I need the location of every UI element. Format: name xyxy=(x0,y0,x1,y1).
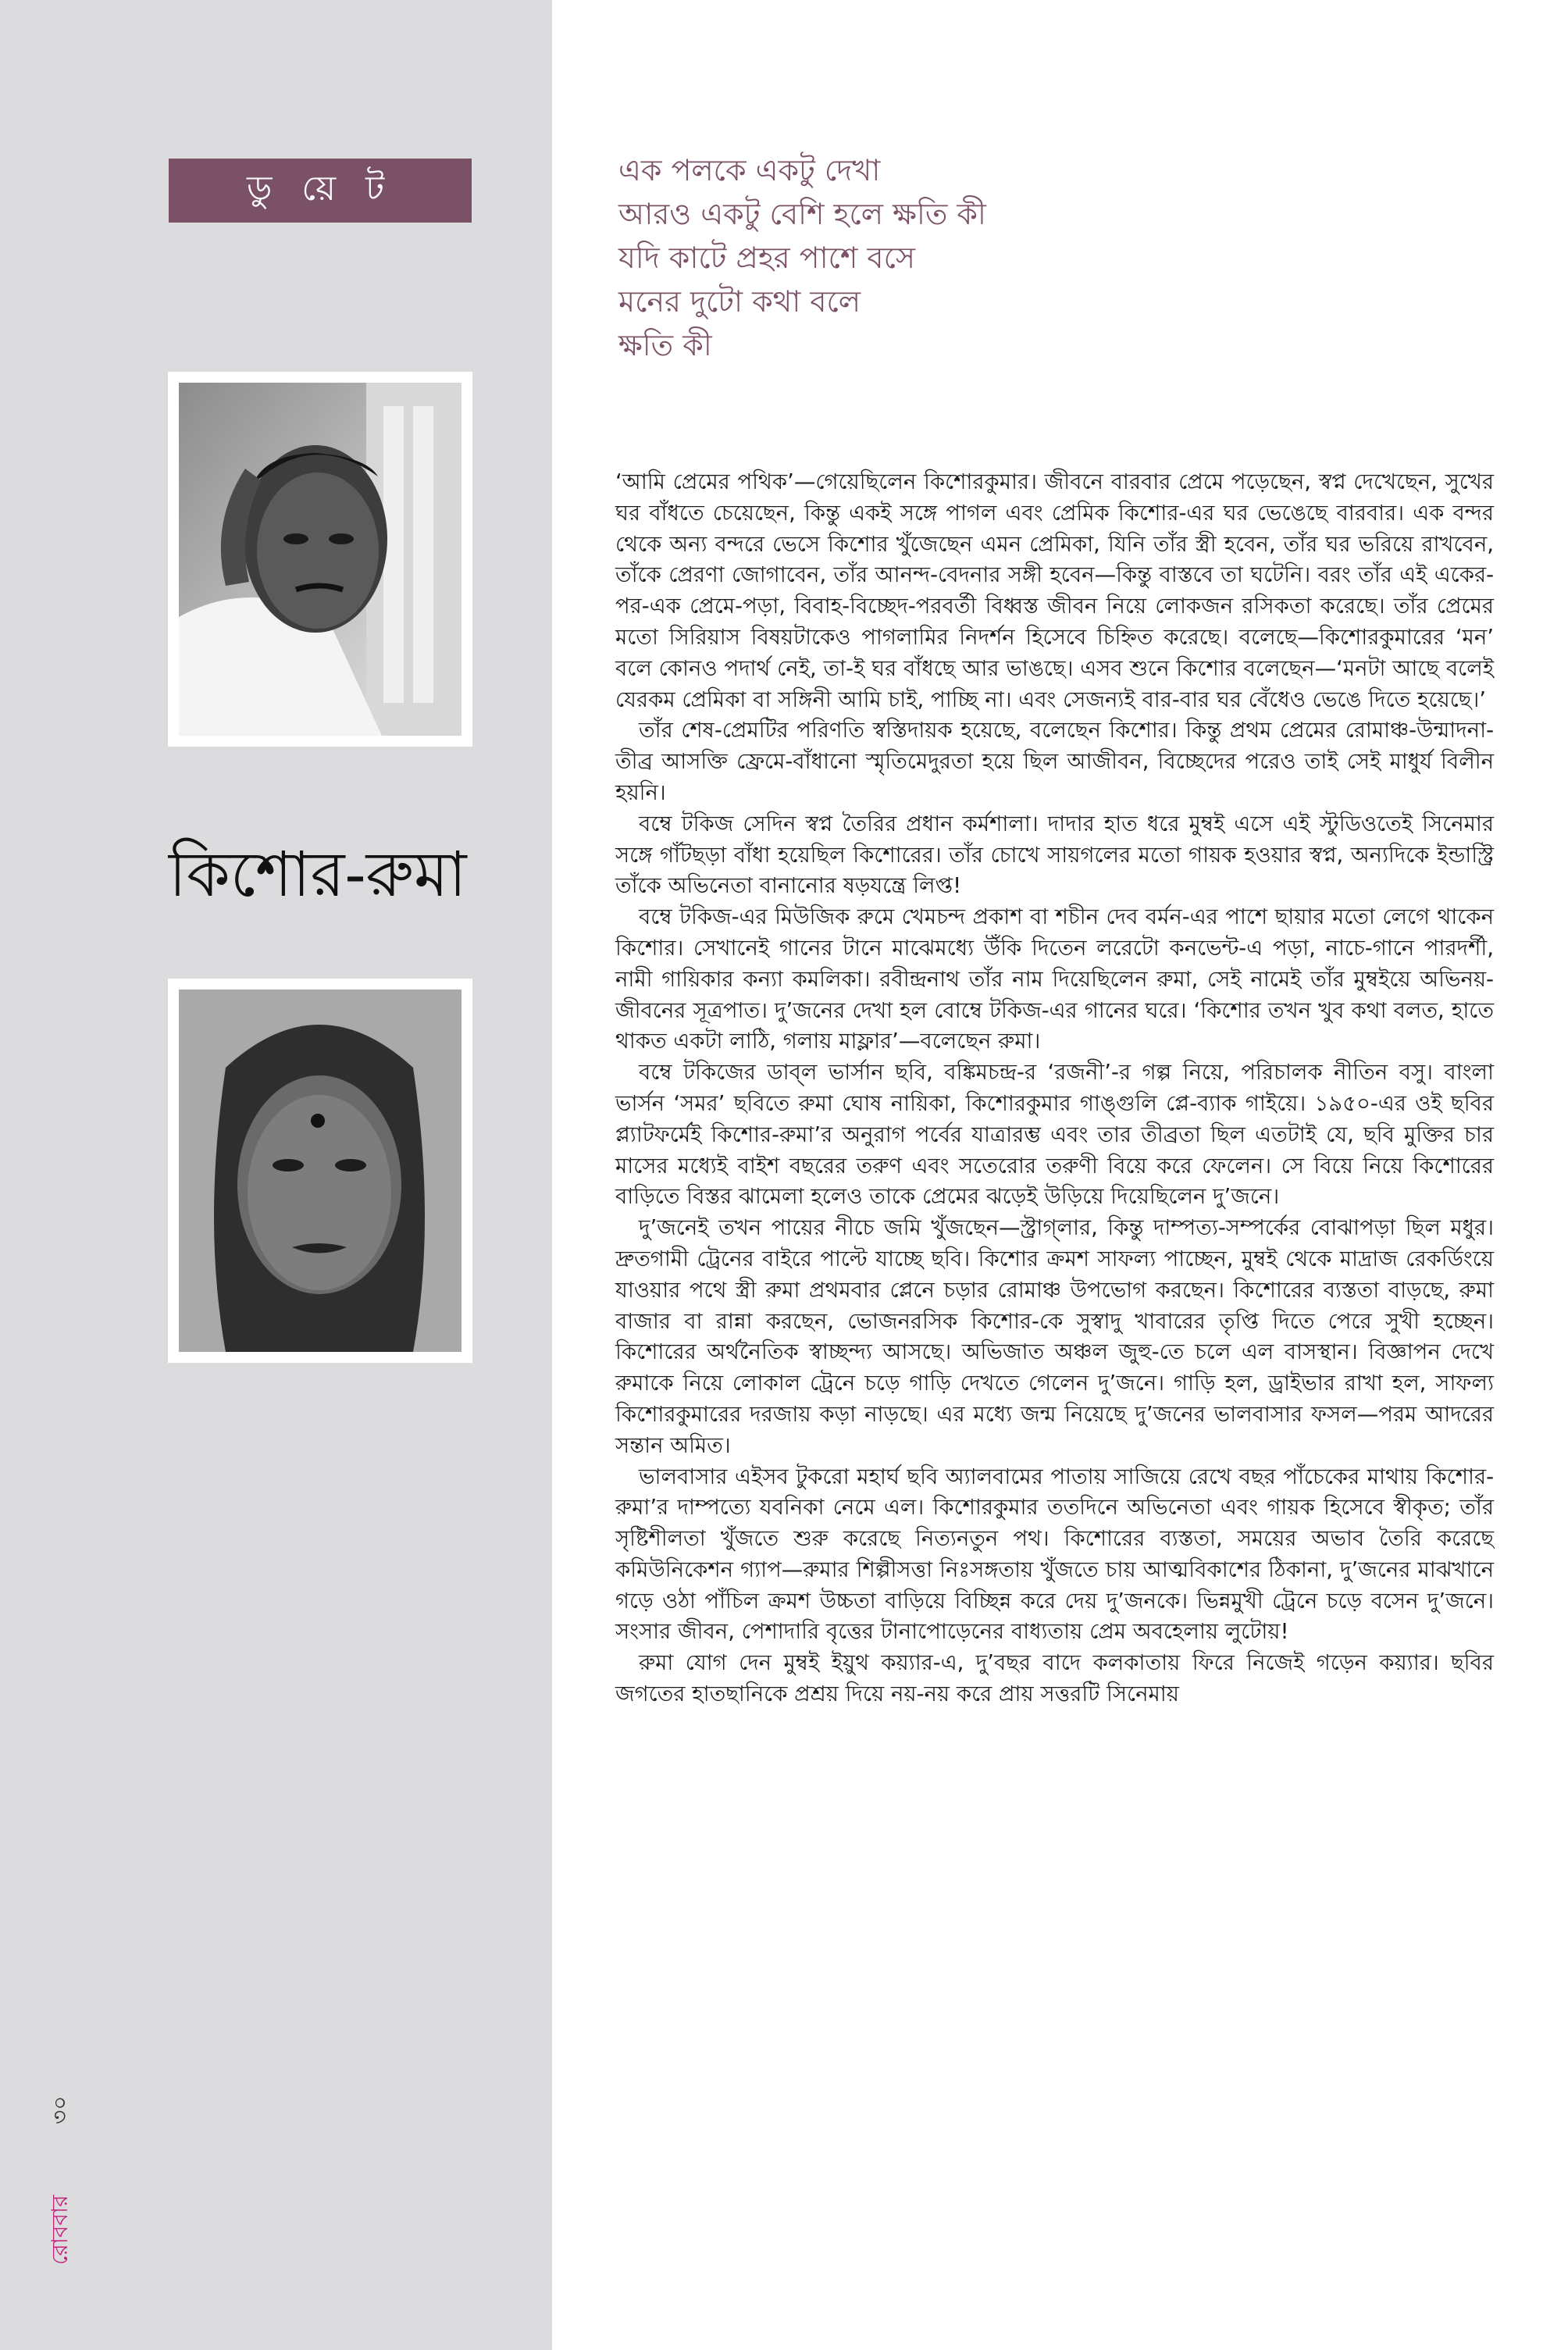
body-paragraph: বম্বে টকিজ সেদিন স্বপ্ন তৈরির প্রধান কর্মশালা। দাদার হাত ধরে মুম্বই এসে এই স্টুডিওতেই সিনেমার সঙ্গে গাঁটছড়া বাঁধা হয়েছিল কিশোরের। তাঁর চোখে সায়গলের মতো গায়ক হওয়ার স্বপ্ন, অন্যদিকে ইন্ডাস্ট্রি তাঁকে অভিনেতা বানানোর ষড়যন্ত্রে লিপ্ত! xyxy=(615,811,1494,899)
body-paragraph: রুমা যোগ দেন মুম্বই ইয়ুথ কয়্যার-এ, দু’বছর বাদে কলকাতায় ফিরে নিজেই গড়েন কয়্যার। ছবির জগতের হাতছানিকে প্রশ্রয় দিয়ে নয়-নয় করে প্রায় সত্তরটি সিনেমায় xyxy=(615,1650,1494,1707)
page-number: ৩০ xyxy=(47,2095,73,2124)
body-paragraph: দু’জনেই তখন পায়ের নীচে জমি খুঁজছেন—স্ট্রাগ্‌লার, কিন্তু দাম্পত্য-সম্পর্কের বোঝাপড়া ছিল মধুর। দ্রুতগামী ট্রেনের বাইরে পাল্টে যাচ্ছে ছবি। কিশোর ক্রমশ সাফল্য পাচ্ছেন, মুম্বই থেকে মাদ্রাজ রেকর্ডিংয়ে যাওয়ার পথে স্ত্রী রুমা প্রথমবার প্লেনে চড়ার রোমাঞ্চ উপভোগ করছেন। কিশোরের ব্যস্ততা বাড়ছে, রুমা বাজার বা রান্না করছেন, ভোজনরসিক কিশোর-কে সুস্বাদু খাবারের তৃপ্তি দিতে পেরে সুখী হচ্ছেন। কিশোরের অর্থনৈতিক স্বাচ্ছন্দ্য আসছে। অভিজাত অঞ্চল জুহু-তে চলে এল বাসস্থান। বিজ্ঞাপন দেখে রুমাকে নিয়ে লোকাল ট্রেনে চড়ে গাড়ি দেখতে গেলেন দু’জনে। গাড়ি হল, ড্রাইভার রাখা হল, সাফল্য কিশোরকুমারের দরজায় কড়া নাড়ছে। এর মধ্যে জন্ম নিয়েছে দু’জনের ভালবাসার ফসল—পরম আদরের সন্তান অমিত। xyxy=(615,1215,1494,1458)
poem-line: আরও একটু বেশি হলে ক্ষতি কী xyxy=(618,197,986,231)
article-title: কিশোর-রুমা xyxy=(169,838,467,911)
body-paragraph: বম্বে টকিজের ডাব্‌ল ভার্সান ছবি, বঙ্কিমচন্দ্র-র ‘রজনী’-র গল্প নিয়ে, পরিচালক নীতিন বসু। বাংলা ভার্সন ‘সমর’ ছবিতে রুমা ঘোষ নায়িকা, কিশোরকুমার গাঙ্গুলি প্লে-ব্যাক গাইয়ে। ১৯৫০-এর ওই ছবির প্ল্যাটফর্মেই কিশোর-রুমা’র অনুরাগ পর্বের যাত্রারম্ভ এবং তার তীব্রতা ছিল এতটাই যে, ছবি মুক্তির চার মাসের মধ্যেই বাইশ বছরের তরুণ এবং সতেরোর তরুণী বিয়ে করে ফেলেন। সে বিয়ে নিয়ে কিশোরের বাড়িতে বিস্তর ঝামেলা হলেও তাকে প্রেমের ঝড়েই উড়িয়ে দিয়েছিলেন দু’জনে। xyxy=(615,1060,1494,1210)
body-paragraph: তাঁর শেষ-প্রেমটির পরিণতি স্বস্তিদায়ক হয়েছে, বলেছেন কিশোর। কিন্তু প্রথম প্রেমের রোমাঞ্চ-উন্মাদনা-তীব্র আসক্তি ফ্রেমে-বাঁধানো স্মৃতিমেদুরতা হয়ে ছিল আজীবন, বিচ্ছেদের পরেও তাই সেই মাধুর্য বিলীন হয়নি। xyxy=(615,718,1494,805)
sidebar-panel xyxy=(0,0,552,2350)
section-label: ডু য়ে ট xyxy=(169,159,472,223)
poem-excerpt xyxy=(618,148,1477,367)
page-footer xyxy=(43,2062,90,2265)
poem-line: যদি কাটে প্রহর পাশে বসে xyxy=(618,241,915,275)
kishore-photo xyxy=(168,372,472,747)
ruma-photo xyxy=(168,979,472,1363)
footer-brand: রোববার xyxy=(47,2195,73,2265)
poem-line: এক পলকে একটু দেখা xyxy=(618,153,881,187)
article-body xyxy=(615,467,1494,1710)
body-paragraph: ভালবাসার এইসব টুকরো মহার্ঘ ছবি অ্যালবামের পাতায় সাজিয়ে রেখে বছর পাঁচেকের মাথায় কিশোর-রুমা’র দাম্পত্যে যবনিকা নেমে এল। কিশোরকুমার ততদিনে অভিনেতা এবং গায়ক হিসেবে স্বীকৃত; তাঁর সৃষ্টিশীলতা খুঁজতে শুরু করেছে নিত্যনতুন পথ। কিশোরের ব্যস্ততা, সময়ের অভাব তৈরি করেছে কমিউনিকেশন গ্যাপ—রুমার শিল্পীসত্তা নিঃসঙ্গতায় খুঁজতে চায় আত্মবিকাশের ঠিকানা, দু’জনের মাঝখানে গড়ে ওঠা পাঁচিল ক্রমশ উচ্চতা বাড়িয়ে বিচ্ছিন্ন করে দেয় দু’জনকে। ভিন্নমুখী ট্রেনে চড়ে বসেন দু’জনে। সংসার জীবন, পেশাদারি বৃত্তের টানাপোড়েনের বাধ্যতায় প্রেম অবহেলায় লুটোয়! xyxy=(615,1464,1494,1645)
photo-icon xyxy=(179,383,461,736)
body-paragraph: বম্বে টকিজ-এর মিউজিক রুমে খেমচন্দ প্রকাশ বা শচীন দেব বর্মন-এর পাশে ছায়ার মতো লেগে থাকেন কিশোর। সেখানেই গানের টানে মাঝেমধ্যে উঁকি দিতেন লরেটো কনভেন্ট-এ পড়া, নাচে-গানে পারদর্শী, নামী গায়িকার কন্যা কমলিকা। রবীন্দ্রনাথ তাঁর নাম দিয়েছিলেন রুমা, সেই নামেই তাঁর মুম্বইয়ে অভিনয়-জীবনের সূত্রপাত। দু’জনের দেখা হল বোম্বে টকিজ-এর গানের ঘরে। ‘কিশোর তখন খুব কথা বলত, হাতে থাকত একটা লাঠি, গলায় মাফ্লার’—বলেছেন রুমা। xyxy=(615,904,1494,1054)
body-paragraph: ‘আমি প্রেমের পথিক’—গেয়েছিলেন কিশোরকুমার। জীবনে বারবার প্রেমে পড়েছেন, স্বপ্ন দেখেছেন, সুখের ঘর বাঁধতে চেয়েছেন, কিন্তু একই সঙ্গে পাগল এবং প্রেমিক কিশোর-এর ঘর ভেঙেছে বারবার। এক বন্দর থেকে অন্য বন্দরে ভেসে কিশোর খুঁজেছেন এমন প্রেমিকা, যিনি তাঁর স্ত্রী হবেন, তাঁর ঘর ভরিয়ে রাখবেন, তাঁকে প্রেরণা জোগাবেন, তাঁর আনন্দ-বেদনার সঙ্গী হবেন—কিন্তু বাস্তবে তা ঘটেনি। বরং তাঁর এই একের-পর-এক প্রেমে-পড়া, বিবাহ-বিচ্ছেদ-পরবর্তী বিধ্বস্ত জীবন নিয়ে লোকজন রসিকতা করেছে। তাঁর প্রেমের মতো সিরিয়াস বিষয়টাকেও পাগলামির নিদর্শন হিসেবে চিহ্নিত করেছে। বলেছে—কিশোরকুমারের ‘মন’ বলে কোনও পদার্থ নেই, তা-ই ঘর বাঁধছে আর ভাঙছে। এসব শুনে কিশোর বলেছেন—‘মনটা আছে বলেই যেরকম প্রেমিকা বা সঙ্গিনী আমি চাই, পাচ্ছি না। এবং সেজন্যই বার-বার ঘর বেঁধেও ভেঙে দিতে হয়েছে।’ xyxy=(615,469,1494,712)
poem-line: ক্ষতি কী xyxy=(618,328,712,362)
poem-line: মনের দুটো কথা বলে xyxy=(618,284,861,319)
photo-icon xyxy=(179,990,461,1352)
